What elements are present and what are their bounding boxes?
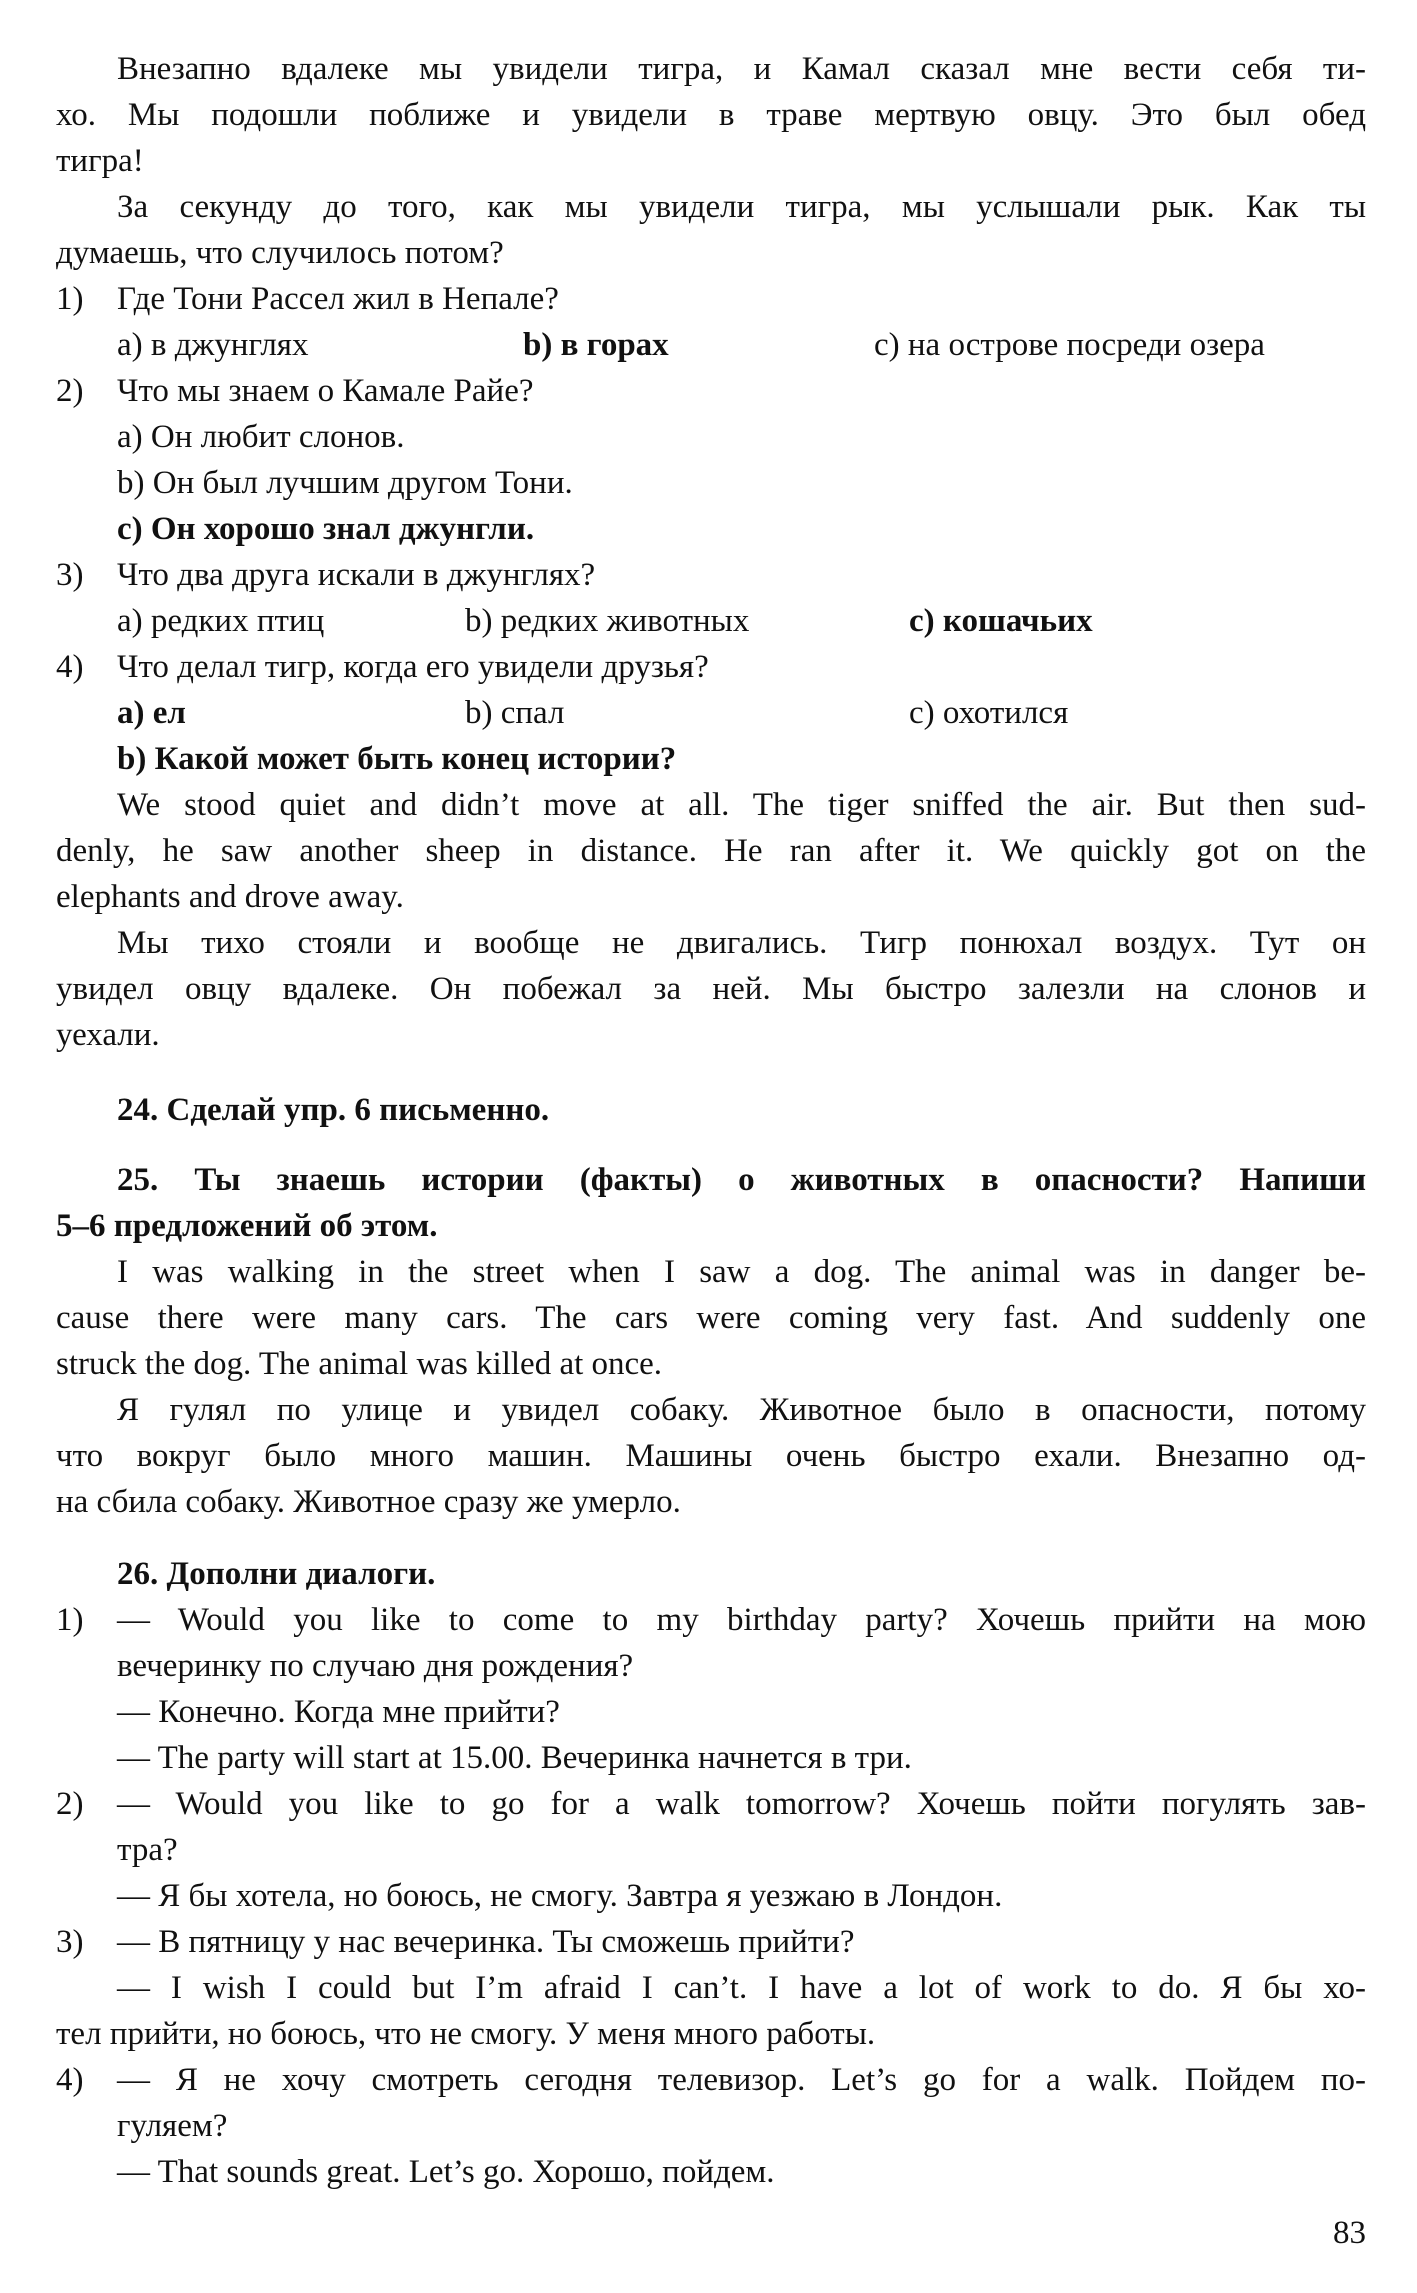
page-number: 83 [1333, 2215, 1366, 2251]
dialogue-line: — That sounds great. Let’s go. Хорошо, пойдем. [117, 2154, 775, 2190]
text-line: denly, he saw another sheep in distance. He ran after it. We quickly got on the [56, 833, 1366, 869]
text-line: За секунду до того, как мы увидели тигра, мы услышали рык. Как ты [117, 189, 1366, 225]
text-line: увидел овцу вдалеке. Он побежал за ней. Мы быстро залезли на слонов и [56, 971, 1366, 1007]
text-line: elephants and drove away. [56, 879, 404, 915]
dialogue-2 [56, 1781, 1366, 1827]
question-4-options [56, 690, 1366, 736]
question-text: Что мы знаем о Камале Райе? [117, 373, 534, 409]
question-3 [56, 552, 1366, 598]
text-line: Я гулял по улице и увидел собаку. Животное было в опасности, потому [117, 1392, 1366, 1428]
question-text: Что два друга искали в джунглях? [117, 557, 596, 593]
question-text: Что делал тигр, когда его увидели друзья? [117, 649, 709, 685]
dialogue-line: тел прийти, но боюсь, что не смогу. У меня много работы. [56, 2016, 876, 2052]
question-text: Где Тони Рассел жил в Непале? [117, 281, 559, 317]
story-section [56, 46, 1366, 1058]
dialogue-line: вечеринку по случаю дня рождения? [117, 1648, 634, 1684]
option-a: a) Он любит слонов. [117, 419, 405, 455]
dialogue-number: 2) [56, 1786, 84, 1822]
text-line: на сбила собаку. Животное сразу же умерло. [56, 1484, 681, 1520]
exercise-heading: 5–6 предложений об этом. [56, 1208, 438, 1244]
dialogue-line: гуляем? [117, 2108, 228, 2144]
question-1 [56, 276, 1366, 322]
exercise-25 [56, 1157, 1366, 1525]
option-b: b) редких животных [465, 603, 750, 639]
question-number: 3) [56, 557, 84, 593]
exercise-heading: 25. Ты знаешь истории (факты) о животных в опасности? Напиши [117, 1162, 1366, 1198]
dialogue-line: — В пятницу у нас вечеринка. Ты сможешь прийти? [117, 1924, 855, 1960]
text-line: Внезапно вдалеке мы увидели тигра, и Камал сказал мне вести себя ти- [117, 51, 1366, 87]
dialogue-line: тра? [117, 1832, 178, 1868]
text-line: думаешь, что случилось потом? [56, 235, 504, 271]
text-line: I was walking in the street when I saw a dog. The animal was in danger be- [117, 1254, 1366, 1290]
option-a: a) редких птиц [117, 603, 325, 639]
text-line: Мы тихо стояли и вообще не двигались. Тигр понюхал воздух. Тут он [117, 925, 1366, 961]
dialogue-line: — Я не хочу смотреть сегодня телевизор. Let’s go for a walk. Пойдем по- [117, 2062, 1366, 2098]
exercise-26 [56, 1551, 1366, 2195]
option-a-correct: a) ел [117, 695, 186, 731]
text-line: тигра! [56, 143, 144, 179]
dialogue-3 [56, 1919, 1366, 1965]
dialogue-number: 4) [56, 2062, 84, 2098]
text-line: хо. Мы подошли поближе и увидели в траве мертвую овцу. Это был обед [56, 97, 1366, 133]
dialogue-4 [56, 2057, 1366, 2103]
dialogue-number: 3) [56, 1924, 84, 1960]
dialogue-line: — Я бы хотела, но боюсь, не смогу. Завтра я уезжаю в Лондон. [117, 1878, 1003, 1914]
option-b-correct: b) в горах [523, 327, 669, 363]
exercise-heading: 24. Сделай упр. 6 письменно. [117, 1092, 550, 1128]
dialogue-line: — Конечно. Когда мне прийти? [117, 1694, 560, 1730]
question-number: 1) [56, 281, 84, 317]
option-b: b) спал [465, 695, 565, 731]
text-line: уехали. [56, 1017, 160, 1053]
option-c-correct: c) кошачьих [909, 603, 1093, 639]
option-c: c) на острове посреди озера [874, 327, 1265, 363]
text-line: We stood quiet and didn’t move at all. The tiger sniffed the air. But then sud- [117, 787, 1366, 823]
option-b: b) Он был лучшим другом Тони. [117, 465, 573, 501]
question-4 [56, 644, 1366, 690]
exercise-24 [56, 1087, 1366, 1133]
ending-heading: b) Какой может быть конец истории? [117, 741, 677, 777]
dialogue-line: — The party will start at 15.00. Вечеринка начнется в три. [117, 1740, 912, 1776]
option-c-correct: c) Он хорошо знал джунгли. [117, 511, 535, 547]
question-number: 4) [56, 649, 84, 685]
dialogue-number: 1) [56, 1602, 84, 1638]
option-c: c) охотился [909, 695, 1069, 731]
text-line: struck the dog. The animal was killed at once. [56, 1346, 663, 1382]
question-1-options [56, 322, 1366, 368]
text-line: что вокруг было много машин. Машины очень быстро ехали. Внезапно од- [56, 1438, 1366, 1474]
question-2 [56, 368, 1366, 414]
option-a: a) в джунглях [117, 327, 309, 363]
dialogue-line: — Would you like to come to my birthday party? Хочешь прийти на мою [117, 1602, 1366, 1638]
question-3-options [56, 598, 1366, 644]
text-line: cause there were many cars. The cars were coming very fast. And suddenly one [56, 1300, 1366, 1336]
exercise-heading: 26. Дополни диалоги. [117, 1556, 436, 1592]
dialogue-line: — I wish I could but I’m afraid I can’t. I have a lot of work to do. Я бы хо- [117, 1970, 1366, 2006]
dialogue-1 [56, 1597, 1366, 1643]
dialogue-line: — Would you like to go for a walk tomorrow? Хочешь пойти погулять зав- [117, 1786, 1366, 1822]
question-number: 2) [56, 373, 84, 409]
